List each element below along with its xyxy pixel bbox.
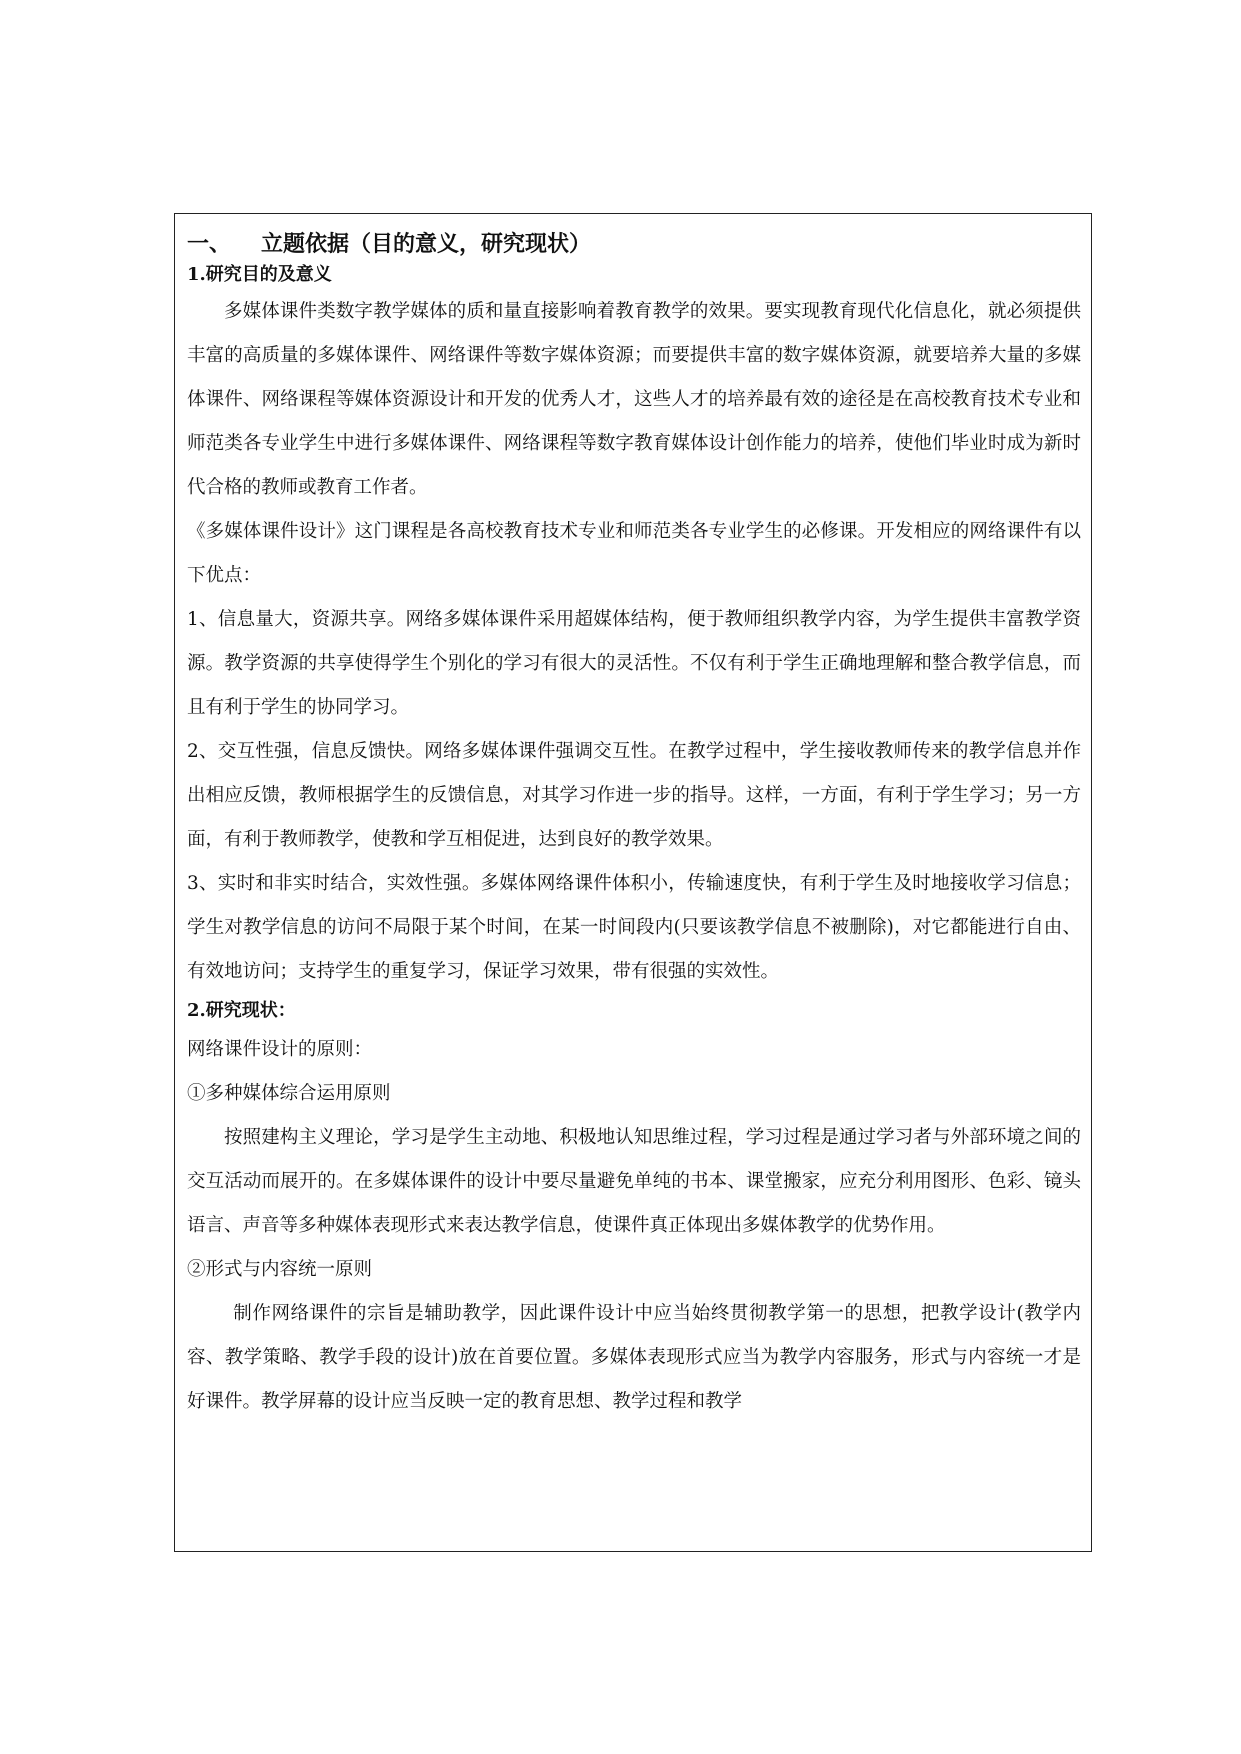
principle-2-title: ②形式与内容统一原则 bbox=[187, 1259, 373, 1280]
principle-2-paragraph: 制作网络课件的宗旨是辅助教学，因此课件设计中应当始终贯彻教学第一的思想，把教学设计(教学内容、教学策略、教学手段的设计)放在首要位置。多媒体表现形式应当为教学内容服务，形式与内容统一才是好课件。教学屏幕的设计应当反映一定的教育思想、教学过程和教学 bbox=[187, 1303, 1081, 1412]
principle-1-title: ①多种媒体综合运用原则 bbox=[187, 1083, 391, 1104]
status-heading: 2.研究现状： bbox=[187, 1000, 296, 1021]
section-number: 一、 bbox=[187, 231, 232, 257]
advantage-point-3: 3、实时和非实时结合，实效性强。多媒体网络课件体积小，传输速度快，有利于学生及时地接收学习信息；学生对教学信息的访问不局限于某个时间，在某一时间段内(只要该教学信息不被删除)，对它都能进行自由、有效地访问；支持学生的重复学习，保证学习效果，带有很强的实效性。 bbox=[187, 873, 1081, 982]
course-paragraph: 《多媒体课件设计》这门课程是各高校教育技术专业和师范类各专业学生的必修课。开发相应的网络课件有以下优点： bbox=[187, 521, 1081, 586]
principles-label: 网络课件设计的原则： bbox=[187, 1039, 373, 1060]
section-title-text: 立题依据（目的意义，研究现状） bbox=[261, 231, 592, 257]
section-title bbox=[187, 228, 1081, 260]
advantage-point-2: 2、交互性强，信息反馈快。网络多媒体课件强调交互性。在教学过程中，学生接收教师传来的教学信息并作出相应反馈，教师根据学生的反馈信息，对其学习作进一步的指导。这样，一方面，有利于学生学习；另一方面，有利于教师教学，使教和学互相促进，达到良好的教学效果。 bbox=[187, 741, 1081, 850]
purpose-intro-paragraph: 多媒体课件类数字教学媒体的质和量直接影响着教育教学的效果。要实现教育现代化信息化，就必须提供丰富的高质量的多媒体课件、网络课件等数字媒体资源；而要提供丰富的数字媒体资源，就要培养大量的多媒体课件、网络课程等媒体资源设计和开发的优秀人才，这些人才的培养最有效的途径是在高校教育技术专业和师范类各专业学生中进行多媒体课件、网络课程等数字教育媒体设计创作能力的培养，使他们毕业时成为新时代合格的教师或教育工作者。 bbox=[187, 301, 1081, 498]
document-table-cell bbox=[174, 213, 1092, 1552]
purpose-heading: 1.研究目的及意义 bbox=[187, 264, 332, 285]
principle-1-paragraph: 按照建构主义理论，学习是学生主动地、积极地认知思维过程，学习过程是通过学习者与外部环境之间的交互活动而展开的。在多媒体课件的设计中要尽量避免单纯的书本、课堂搬家，应充分利用图形、色彩、镜头语言、声音等多种媒体表现形式来表达教学信息，使课件真正体现出多媒体教学的优势作用。 bbox=[187, 1127, 1081, 1236]
advantage-point-1: 1、信息量大，资源共享。网络多媒体课件采用超媒体结构，便于教师组织教学内容，为学生提供丰富教学资源。教学资源的共享使得学生个别化的学习有很大的灵活性。不仅有利于学生正确地理解和整合教学信息，而且有利于学生的协同学习。 bbox=[187, 609, 1081, 718]
